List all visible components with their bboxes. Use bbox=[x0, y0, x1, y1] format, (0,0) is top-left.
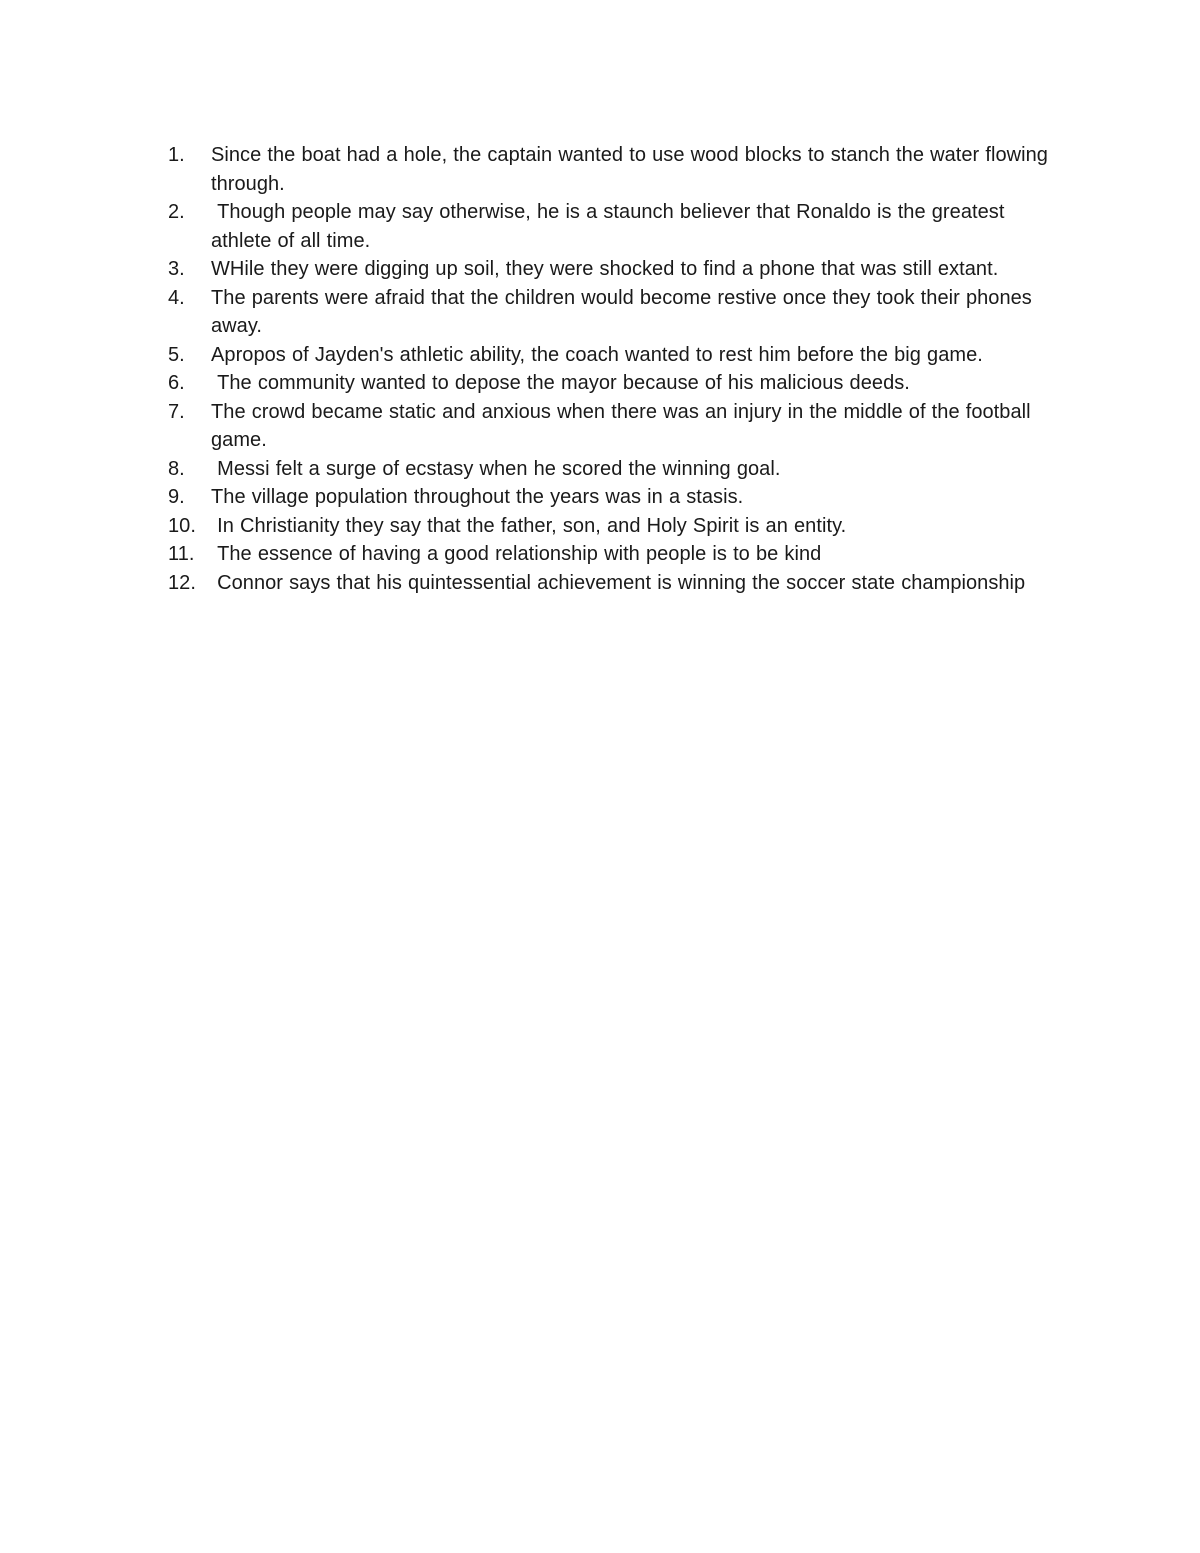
list-item-text: Connor says that his quintessential achievement is winning the soccer state championship bbox=[211, 571, 1026, 594]
list-item-number: 2. bbox=[168, 201, 185, 223]
list-item-text: WHile they were digging up soil, they were shocked to find a phone that was still extant. bbox=[211, 258, 999, 280]
list-item bbox=[168, 284, 1068, 341]
list-item-text: In Christianity they say that the father, son, and Holy Spirit is an entity. bbox=[211, 514, 847, 537]
list-item-number: 3. bbox=[168, 258, 185, 280]
list-item-number: 11. bbox=[168, 543, 195, 565]
list-item-number: 9. bbox=[168, 486, 185, 508]
list-item bbox=[168, 198, 1068, 255]
list-item-number: 12. bbox=[168, 571, 196, 594]
list-item bbox=[168, 255, 1068, 284]
list-item-number: 6. bbox=[168, 372, 185, 394]
list-item bbox=[168, 512, 1068, 541]
list-item-number: 5. bbox=[168, 343, 185, 366]
list-item bbox=[168, 398, 1068, 455]
list-item-text: The essence of having a good relationship with people is to be kind bbox=[211, 543, 822, 565]
list-item-number: 8. bbox=[168, 457, 185, 480]
list-item bbox=[168, 341, 1068, 370]
list-item bbox=[168, 369, 1068, 398]
list-item-text: The community wanted to depose the mayor because of his malicious deeds. bbox=[211, 372, 910, 394]
list-item-text: Messi felt a surge of ecstasy when he scored the winning goal. bbox=[211, 457, 781, 480]
list-item-text: The crowd became static and anxious when there was an injury in the middle of the football game. bbox=[211, 400, 1037, 451]
list-item-text: The parents were afraid that the children would become restive once they took their phones away. bbox=[211, 286, 1038, 337]
list-item-number: 1. bbox=[168, 144, 185, 166]
list-item-text: The village population throughout the years was in a stasis. bbox=[211, 486, 744, 508]
list-item bbox=[168, 483, 1068, 512]
list-item-text: Though people may say otherwise, he is a staunch believer that Ronaldo is the greatest athlete of all time. bbox=[211, 201, 1011, 252]
list-item bbox=[168, 540, 1068, 569]
list-item-text: Since the boat had a hole, the captain wanted to use wood blocks to stanch the water flowing through. bbox=[211, 144, 1055, 195]
list-item-number: 10. bbox=[168, 514, 196, 537]
list-item-number: 7. bbox=[168, 400, 185, 423]
list-item bbox=[168, 455, 1068, 484]
list-item-number: 4. bbox=[168, 286, 185, 309]
list-item-text: Apropos of Jayden's athletic ability, the coach wanted to rest him before the big game. bbox=[211, 343, 983, 366]
list-item bbox=[168, 569, 1068, 598]
numbered-sentence-list bbox=[168, 141, 1068, 597]
list-item bbox=[168, 141, 1068, 198]
